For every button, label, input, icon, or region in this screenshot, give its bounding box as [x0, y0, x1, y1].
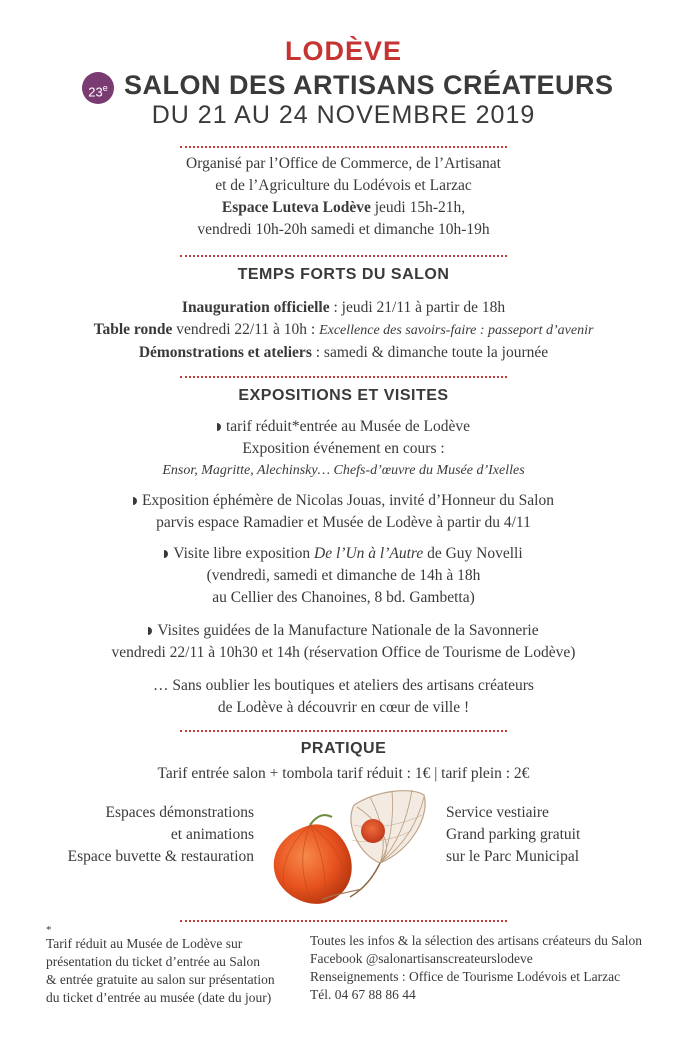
event-line: Démonstrations et ateliers : samedi & dimanche toute la journée [138, 344, 549, 361]
bullet-icon [164, 550, 168, 558]
expo-item-1: tarif réduit*entrée au Musée de Lodève Exposition événement en cours : Ensor, Magritte, Alechinsky… Chefs-d’œuvre du Musée d’Ixelles [162, 418, 525, 478]
phone-number[interactable]: Tél. 04 67 88 86 44 [310, 987, 416, 1002]
expo-item-2: Exposition éphémère de Nicolas Jouas, invité d’Honneur du Salon parvis espace Ramadier et Musée de Lodève à partir du 4/11 [0, 490, 687, 534]
venue-line: Espace Luteva Lodève jeudi 15h-21h, [221, 199, 466, 216]
intro-line: Organisé par l’Office de Commerce, de l’Artisanat [186, 155, 501, 172]
salon-dates: DU 21 AU 24 NOVEMBRE 2019 [151, 101, 536, 129]
intro-block [0, 153, 687, 241]
bullet-icon [133, 497, 137, 505]
divider [180, 920, 507, 922]
temps-forts-block [0, 297, 687, 364]
footnote-block: Tarif réduit au Musée de Lodève sur présentation du ticket d’entrée au Salon & entrée gratuite au salon sur présentation du ticket d’entrée au musée (date du jour) [46, 936, 275, 1005]
tarif-line: Tarif entrée salon + tombola tarif réduit : 1€ | tarif plein : 2€ [157, 765, 530, 782]
salon-title: SALON DES ARTISANS CRÉATEURS [124, 70, 614, 100]
bullet-icon [148, 627, 152, 635]
expo-item-4: Visites guidées de la Manufacture Nationale de la Savonnerie vendredi 22/11 à 10h30 et 14h (réservation Office de Tourisme de Lodève) [111, 622, 576, 661]
divider [180, 730, 507, 732]
services-right: Service vestiaire Grand parking gratuit sur le Parc Municipal [446, 804, 581, 865]
expo-item-3: Visite libre exposition De l’Un à l’Autre de Guy Novelli (vendredi, samedi et dimanche de 14h à 18h au Cellier des Chanoines, 8 bd. Gambetta) [0, 543, 687, 609]
contact-block: Toutes les infos & la sélection des artisans créateurs du Salon Facebook @salonartisanscreateurslodeve Renseignements : Office de Tourisme Lodévois et Larzac Tél. 04 67 88 86 44 [310, 932, 680, 1004]
intro-line: et de l’Agriculture du Lodévois et Larzac [215, 177, 472, 194]
expo-item-5: … Sans oublier les boutiques et ateliers des artisans créateurs de Lodève à découvrir en cœur de ville ! [153, 677, 534, 716]
divider [180, 376, 507, 378]
physalis-lantern-icon [262, 785, 434, 910]
event-line: Inauguration officielle : jeudi 21/11 à partir de 18h [181, 299, 506, 316]
event-line: Table ronde vendredi 22/11 à 10h : Excellence des savoirs-faire : passeport d’avenir [93, 321, 594, 338]
section-heading-pratique: PRATIQUE [300, 740, 387, 757]
intro-line: vendredi 10h-20h samedi et dimanche 10h-19h [197, 221, 490, 238]
footnote-asterisk: * [46, 924, 52, 936]
city-title: LODÈVE [284, 36, 403, 66]
section-heading-expositions: EXPOSITIONS ET VISITES [238, 387, 449, 404]
services-left: Espaces démonstrations et animations Espace buvette & restauration [67, 804, 254, 865]
bullet-icon [217, 423, 221, 431]
edition-badge: 23e [82, 72, 114, 104]
facebook-link[interactable]: Facebook @salonartisanscreateurslodeve [310, 951, 533, 966]
divider [180, 255, 507, 257]
divider [180, 146, 507, 148]
section-heading-temps-forts: TEMPS FORTS DU SALON [237, 266, 450, 283]
